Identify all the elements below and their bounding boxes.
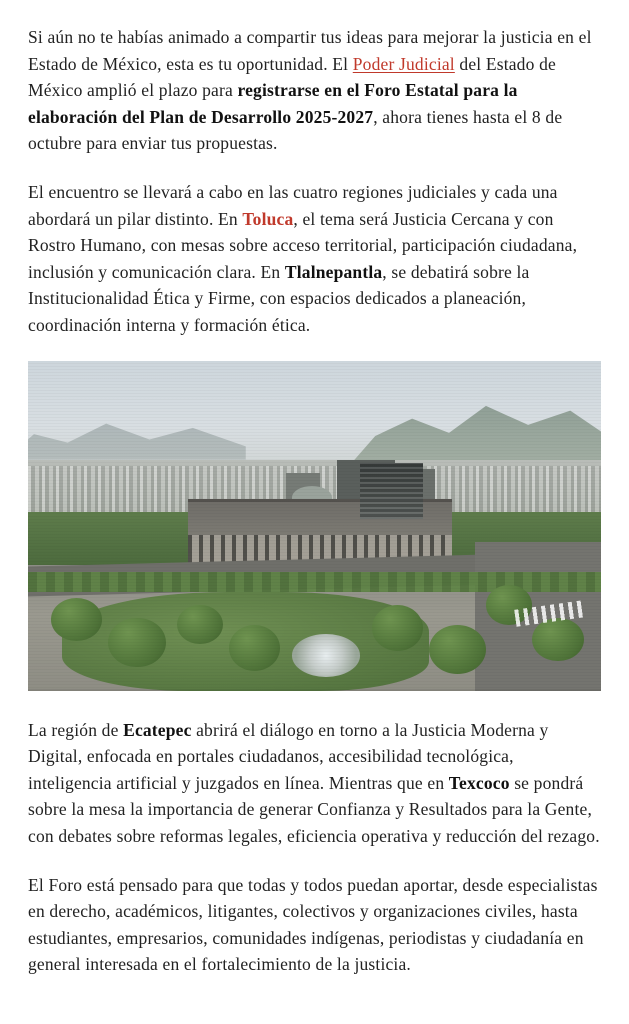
photo-bottom-edge (28, 689, 601, 691)
text-run: La región de (28, 719, 124, 740)
emphasis-tlalnepantla: Tlalnepantla (284, 261, 383, 282)
text-run: El encuentro se llevará a cabo en las cuatro regiones judiciales y cada una abordará un pilar distinto. En (28, 181, 558, 229)
text-run: Si aún no te habías animado a compartir tus ideas para mejorar la justicia en el Estado de México, esta es tu oportunidad. El (28, 27, 592, 74)
paragraph-1 (28, 24, 601, 157)
text-run: El Foro está pensado para que todas y todos puedan aportar, desde especialistas en derecho, académicos, litigantes, colectivos y organizaciones civiles, hasta estudiantes, empresarios, comunidades indígenas, periodistas y ciudadanía en general interesada en el fortalecimiento de la justicia. (28, 874, 598, 975)
tree (108, 618, 165, 668)
tree (372, 605, 424, 651)
emphasis-ecatepec: Ecatepec (123, 719, 192, 740)
emphasis-toluca: Toluca (242, 208, 294, 229)
tree (229, 625, 281, 671)
text-run: , se debatirá sobre la Institucionalidad Ética y Firme, con espacios dedicados a planeación, coordinación interna y formación ética. (28, 261, 530, 335)
emphasis-foro-estatal: registrarse en el Foro Estatal para la elaboración del Plan de Desarrollo 2025-2027 (28, 80, 518, 127)
aerial-city-photo (28, 361, 601, 691)
poder-judicial-link[interactable]: Poder Judicial (352, 53, 455, 74)
text-run: del Estado de México amplió el plazo para (28, 53, 556, 101)
text-run: abrirá el diálogo en torno a la Justicia Moderna y Digital, enfocada en portales ciudadanos, accesibilidad tecnológica, inteligencia artificial y juzgados en línea. Mientras que en (28, 719, 549, 793)
text-run: se pondrá sobre la mesa la importancia de generar Confianza y Resultados para la Gente, con debates sobre reformas legales, eficiencia operativa y reducción del rezago. (28, 772, 600, 846)
paragraph-2 (28, 179, 601, 339)
emphasis-texcoco: Texcoco (448, 772, 510, 793)
tree (532, 618, 584, 661)
text-run: , ahora tienes hasta el 8 de octubre para enviar tus propuestas. (28, 106, 563, 154)
text-run: , el tema será Justicia Cercana y con Rostro Humano, con mesas sobre acceso territorial, participación ciudadana, inclusión y comunicación clara. En (28, 208, 578, 282)
paragraph-4 (28, 872, 601, 978)
tree (429, 625, 486, 675)
tree (51, 598, 103, 641)
paragraph-3 (28, 717, 601, 850)
article-image (28, 361, 601, 691)
tree (177, 605, 223, 645)
dark-tower-building (360, 463, 423, 519)
